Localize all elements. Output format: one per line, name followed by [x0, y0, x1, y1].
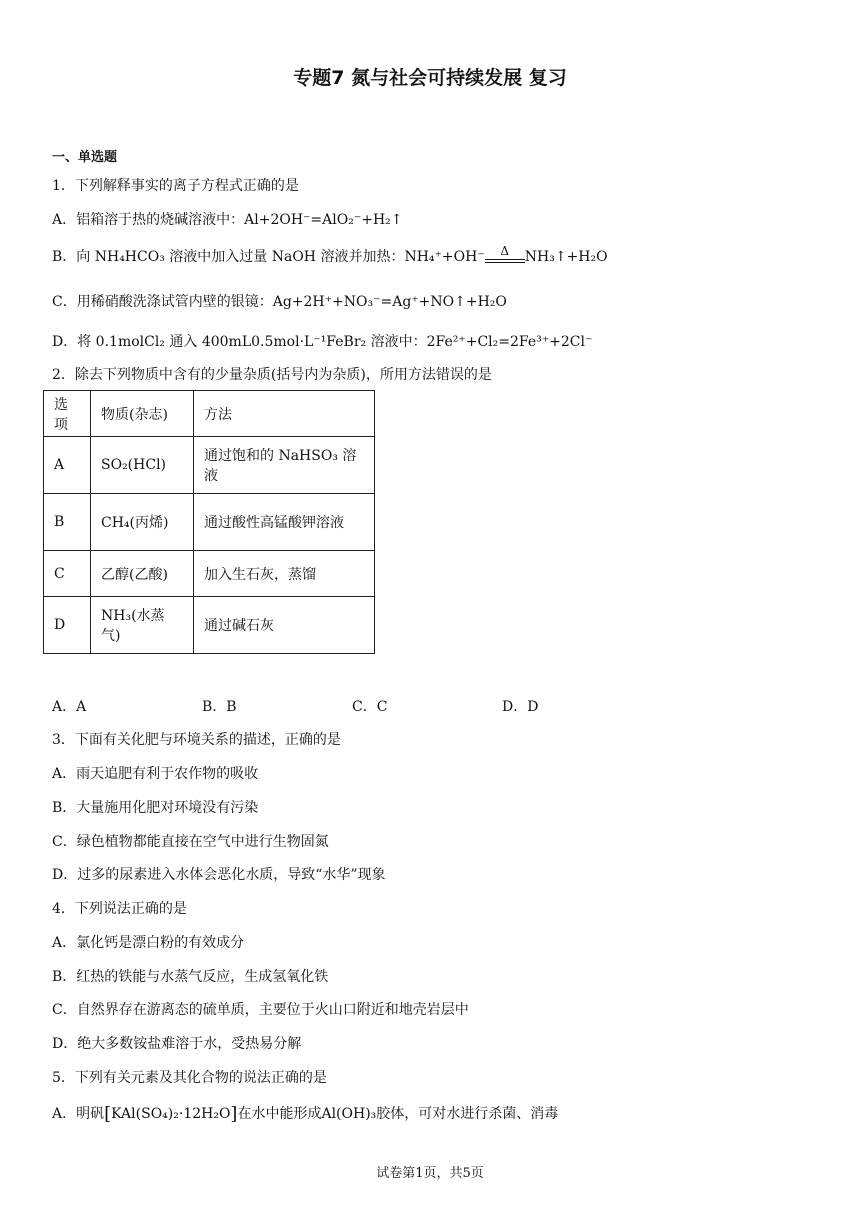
q1-d-equation: 2Fe²⁺+Cl₂=2Fe³⁺+2Cl⁻ — [426, 334, 593, 350]
q4-option-a: A．氯化钙是漂白粉的有效成分 — [52, 935, 245, 951]
q1-c-equation: Ag+2H⁺+NO₃⁻=Ag⁺+NO↑+H₂O — [272, 294, 507, 310]
alum-formula: KAl(SO₄)₂·12H₂O — [111, 1106, 231, 1122]
q2-choices — [52, 696, 752, 716]
q1-b-text: B．向 NH₄HCO₃ 溶液中加入过量 NaOH 溶液并加热： — [52, 249, 405, 265]
table-header-row — [44, 391, 375, 437]
table-row — [44, 494, 375, 551]
table-cell-substance: SO₂(HCl) — [91, 437, 194, 494]
table-header: 物质(杂志) — [91, 391, 194, 437]
q4-option-b: B．红热的铁能与水蒸气反应，生成氢氧化铁 — [52, 969, 329, 985]
table-cell-substance: CH₄(丙烯) — [91, 494, 194, 551]
q1-b-right: NH₃↑+H₂O — [524, 249, 608, 265]
q5-option-a: A．明矾[KAl(SO₄)₂·12H₂O]在水中能形成Al(OH)₃胶体，可对水进行杀菌、消毒 — [52, 1103, 559, 1125]
q1-option-b — [52, 246, 608, 266]
q1-a-text: A．铝箱溶于热的烧碱溶液中： — [52, 212, 245, 228]
page-footer: 试卷第1页，共5页 — [376, 1166, 484, 1181]
q1-b-left: NH₄⁺+OH⁻ — [404, 249, 485, 265]
table-cell-method: 加入生石灰，蒸馏 — [194, 551, 375, 597]
q5-stem: 5．下列有关元素及其化合物的说法正确的是 — [52, 1070, 327, 1086]
table-cell-option: B — [44, 494, 91, 551]
q1-stem: 1．下列解释事实的离子方程式正确的是 — [52, 178, 299, 194]
choice-d: D．D — [502, 699, 539, 715]
table-header: 选项 — [44, 391, 91, 437]
table-row — [44, 437, 375, 494]
q3-option-d: D．过多的尿素进入水体会恶化水质，导致“水华”现象 — [52, 867, 386, 883]
table-cell-option: C — [44, 551, 91, 597]
q1-c-text: C．用稀硝酸洗涤试管内壁的银镜： — [52, 294, 273, 310]
q3-option-b: B．大量施用化肥对环境没有污染 — [52, 800, 259, 816]
q1-option-a — [52, 209, 403, 229]
table-cell-substance: NH₃(水蒸气) — [91, 597, 194, 654]
heat-symbol: Δ — [500, 244, 510, 258]
table-row — [44, 597, 375, 654]
choice-c: C．C — [352, 699, 388, 715]
choice-a: A．A — [52, 699, 87, 715]
q1-a-equation: Al+2OH⁻=AlO₂⁻+H₂↑ — [244, 212, 403, 228]
q1-option-d — [52, 331, 592, 351]
hydroxide-formula: Al(OH)₃ — [321, 1106, 377, 1122]
q4-option-d: D．绝大多数铵盐难溶于水，受热易分解 — [52, 1036, 302, 1052]
heating-arrow — [485, 244, 525, 263]
section-heading: 一、单选题 — [52, 150, 118, 165]
q2-table — [43, 390, 375, 654]
q3-option-c: C．绿色植物都能直接在空气中进行生物固氮 — [52, 834, 329, 850]
q2-stem: 2．除去下列物质中含有的少量杂质(括号内为杂质)，所用方法错误的是 — [52, 367, 492, 383]
table-cell-method: 通过碱石灰 — [194, 597, 375, 654]
table-cell-method: 通过酸性高锰酸钾溶液 — [194, 494, 375, 551]
q5-a-suffix: 胶体，可对水进行杀菌、消毒 — [376, 1106, 559, 1122]
table-row — [44, 551, 375, 597]
table-cell-option: D — [44, 597, 91, 654]
q3-option-a: A．雨天追肥有利于农作物的吸收 — [52, 766, 259, 782]
q4-stem: 4．下列说法正确的是 — [52, 901, 187, 917]
table-cell-option: A — [44, 437, 91, 494]
q4-option-c: C．自然界存在游离态的硫单质，主要位于火山口附近和地壳岩层中 — [52, 1002, 469, 1018]
table-cell-substance: 乙醇(乙酸) — [91, 551, 194, 597]
q1-option-c — [52, 291, 507, 311]
q3-stem: 3．下面有关化肥与环境关系的描述，正确的是 — [52, 732, 341, 748]
q5-a-mid: 在水中能形成 — [237, 1106, 322, 1122]
page-title: 专题7 氮与社会可持续发展 复习 — [293, 67, 567, 89]
q1-d-text: D．将 0.1molCl₂ 通入 400mL0.5mol·L⁻¹FeBr₂ 溶液中： — [52, 334, 427, 350]
table-header: 方法 — [194, 391, 375, 437]
table-cell-method: 通过饱和的 NaHSO₃ 溶液 — [194, 437, 375, 494]
q5-a-prefix: A．明矾 — [52, 1106, 105, 1122]
choice-b: B．B — [202, 699, 237, 715]
